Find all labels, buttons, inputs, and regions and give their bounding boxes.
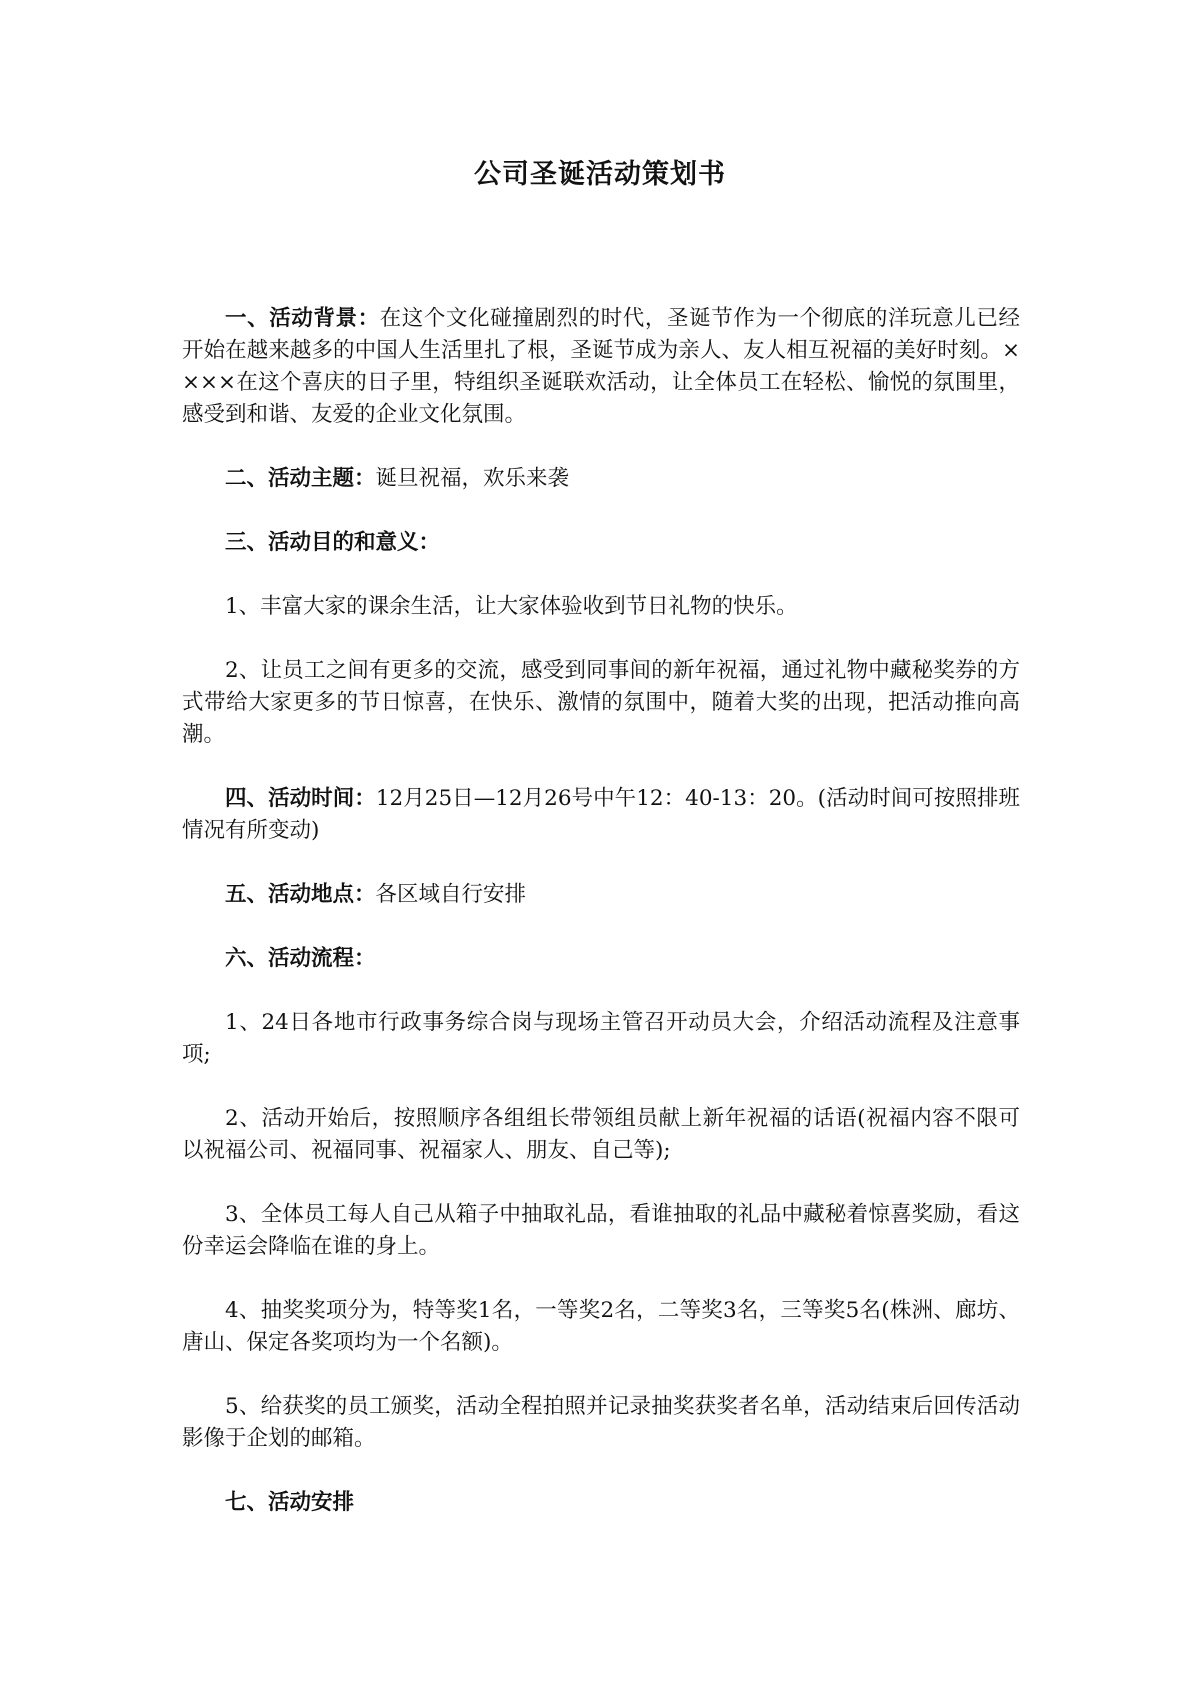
section-text: 诞旦祝福，欢乐来袭	[375, 466, 570, 491]
list-item: 2、让员工之间有更多的交流，感受到同事间的新年祝福，通过礼物中藏秘奖券的方式带给大家更多的节日惊喜，在快乐、激情的氛围中，随着大奖的出现，把活动推向高潮。	[182, 658, 1020, 747]
document-title: 公司圣诞活动策划书	[474, 159, 726, 190]
section-heading: 五、活动地点：	[225, 882, 376, 907]
section-process	[182, 943, 1020, 975]
section-time	[182, 783, 1020, 847]
list-item: 1、24日各地市行政事务综合岗与现场主管召开动员大会，介绍活动流程及注意事项;	[182, 1010, 1020, 1067]
list-item: 3、全体员工每人自己从箱子中抽取礼品，看谁抽取的礼品中藏秘着惊喜奖励，看这份幸运会降临在谁的身上。	[182, 1202, 1020, 1259]
section-location	[182, 879, 1020, 911]
section-heading: 六、活动流程：	[225, 946, 376, 971]
section-heading: 二、活动主题：	[225, 466, 376, 491]
section-background	[182, 303, 1020, 431]
section-text: 12月25日—12月26号中午12：40-13：20。(活动时间可按照排班情况有所变动)	[182, 786, 1020, 843]
list-item: 5、给获奖的员工颁奖，活动全程拍照并记录抽奖获奖者名单，活动结束后回传活动影像于企划的邮箱。	[182, 1394, 1020, 1451]
section-heading: 七、活动安排	[225, 1490, 355, 1515]
document-body	[182, 303, 1020, 1519]
section-purpose	[182, 527, 1020, 559]
section-heading: 一、活动背景：	[225, 306, 380, 331]
section-text: 在这个文化碰撞剧烈的时代，圣诞节作为一个彻底的洋玩意儿已经开始在越来越多的中国人生活里扎了根，圣诞节成为亲人、友人相互祝福的美好时刻。××××在这个喜庆的日子里，特组织圣诞联欢活动，让全体员工在轻松、愉悦的氛围里，感受到和谐、友爱的企业文化氛围。	[182, 306, 1020, 427]
section-text: 各区域自行安排	[375, 882, 527, 907]
section-arrangement	[182, 1487, 1020, 1519]
list-item: 1、丰富大家的课余生活，让大家体验收到节日礼物的快乐。	[225, 594, 798, 619]
list-item: 2、活动开始后，按照顺序各组组长带领组员献上新年祝福的话语(祝福内容不限可以祝福公司、祝福同事、祝福家人、朋友、自己等);	[182, 1106, 1020, 1163]
section-heading: 三、活动目的和意义：	[225, 530, 441, 555]
section-theme	[182, 463, 1020, 495]
list-item: 4、抽奖奖项分为，特等奖1名，一等奖2名，二等奖3名，三等奖5名(株洲、廊坊、唐山、保定各奖项均为一个名额)。	[182, 1298, 1020, 1355]
section-heading: 四、活动时间：	[225, 786, 376, 811]
